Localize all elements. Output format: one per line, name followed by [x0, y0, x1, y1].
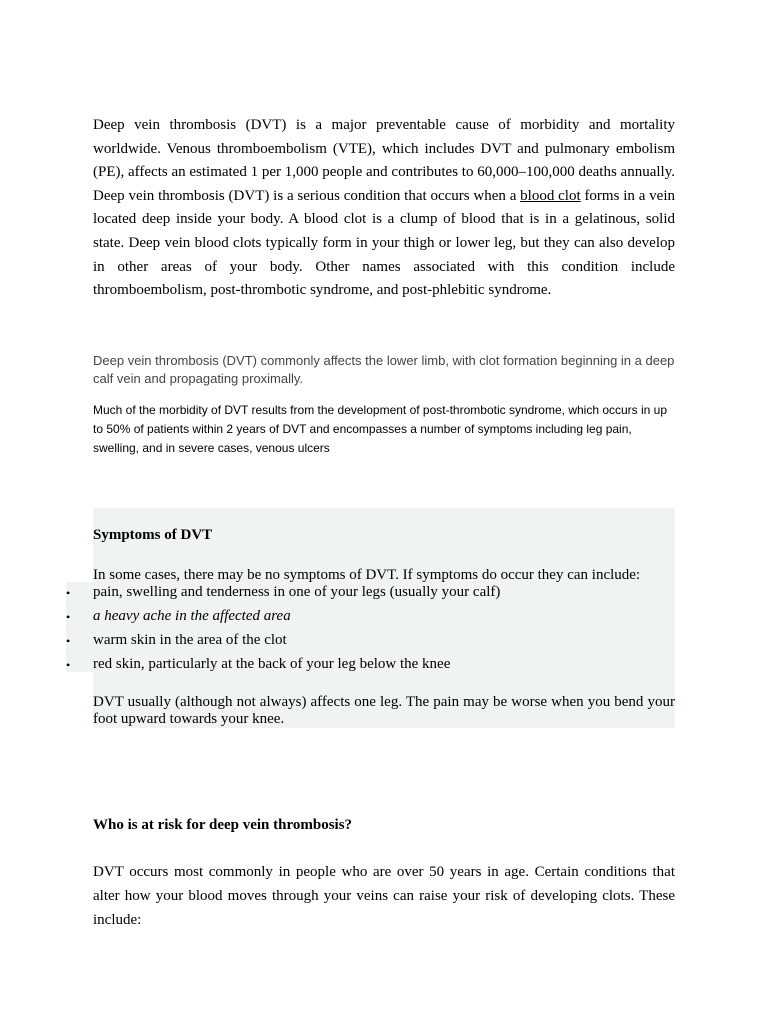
list-item	[66, 655, 675, 679]
symptoms-list	[66, 583, 675, 679]
symptoms-intro: In some cases, there may be no symptoms of DVT. If symptoms do occur they can include:	[93, 567, 641, 583]
list-item-text: warm skin in the area of the clot	[93, 632, 287, 648]
list-item-text: red skin, particularly at the back of your leg below the knee	[93, 656, 451, 672]
blood-clot-link[interactable]: blood clot	[520, 187, 581, 204]
bullet-icon: •	[66, 610, 71, 624]
lower-limb-paragraph: Deep vein thrombosis (DVT) commonly affects the lower limb, with clot formation beginning in a deep calf vein and propagating proximally.	[93, 353, 675, 386]
bullet-icon: •	[66, 586, 71, 600]
morbidity-paragraph: Much of the morbidity of DVT results from the development of post-thrombotic syndrome, which occurs in up to 50% of patients within 2 years of DVT and encompasses a number of symptoms including leg pain, swelling, and in severe cases, venous ulcers	[93, 403, 668, 455]
list-item-text: pain, swelling and tenderness in one of your legs (usually your calf)	[93, 584, 501, 600]
bullet-icon: •	[66, 658, 71, 672]
intro-text-part2: forms in a vein located deep inside your body. A blood clot is a clump of blood that is in a gelatinous, solid state. Deep vein blood clots typically form in your thigh or lower leg, but they can also develop in other areas of your body. Other names associated with this condition include thromboembolism, post-thrombotic syndrome, and post-phlebitic syndrome.	[93, 187, 675, 299]
risk-heading: Who is at risk for deep vein thrombosis?	[93, 817, 353, 833]
bullet-icon: •	[66, 634, 71, 648]
list-item	[66, 631, 675, 655]
risk-paragraph: DVT occurs most commonly in people who are over 50 years in age. Certain conditions that alter how your blood moves through your veins can raise your risk of developing clots. These include:	[93, 864, 675, 928]
list-item	[66, 607, 675, 631]
list-item	[66, 583, 675, 607]
intro-text-part1: Deep vein thrombosis (DVT) is a major preventable cause of morbidity and mortality worldwide. Venous thromboembolism (VTE), which includes DVT and pulmonary embolism (PE), affects an estimated 1 per 1,000 people and contributes to 60,000–100,000 deaths annually. Deep vein thrombosis (DVT) is a serious condition that occurs when a	[93, 117, 675, 204]
intro-paragraph	[93, 114, 675, 303]
list-item-text: a heavy ache in the affected area	[93, 608, 291, 624]
symptoms-outro: DVT usually (although not always) affects one leg. The pain may be worse when you bend your foot upward towards your knee.	[93, 694, 675, 727]
symptoms-heading: Symptoms of DVT	[93, 527, 213, 543]
